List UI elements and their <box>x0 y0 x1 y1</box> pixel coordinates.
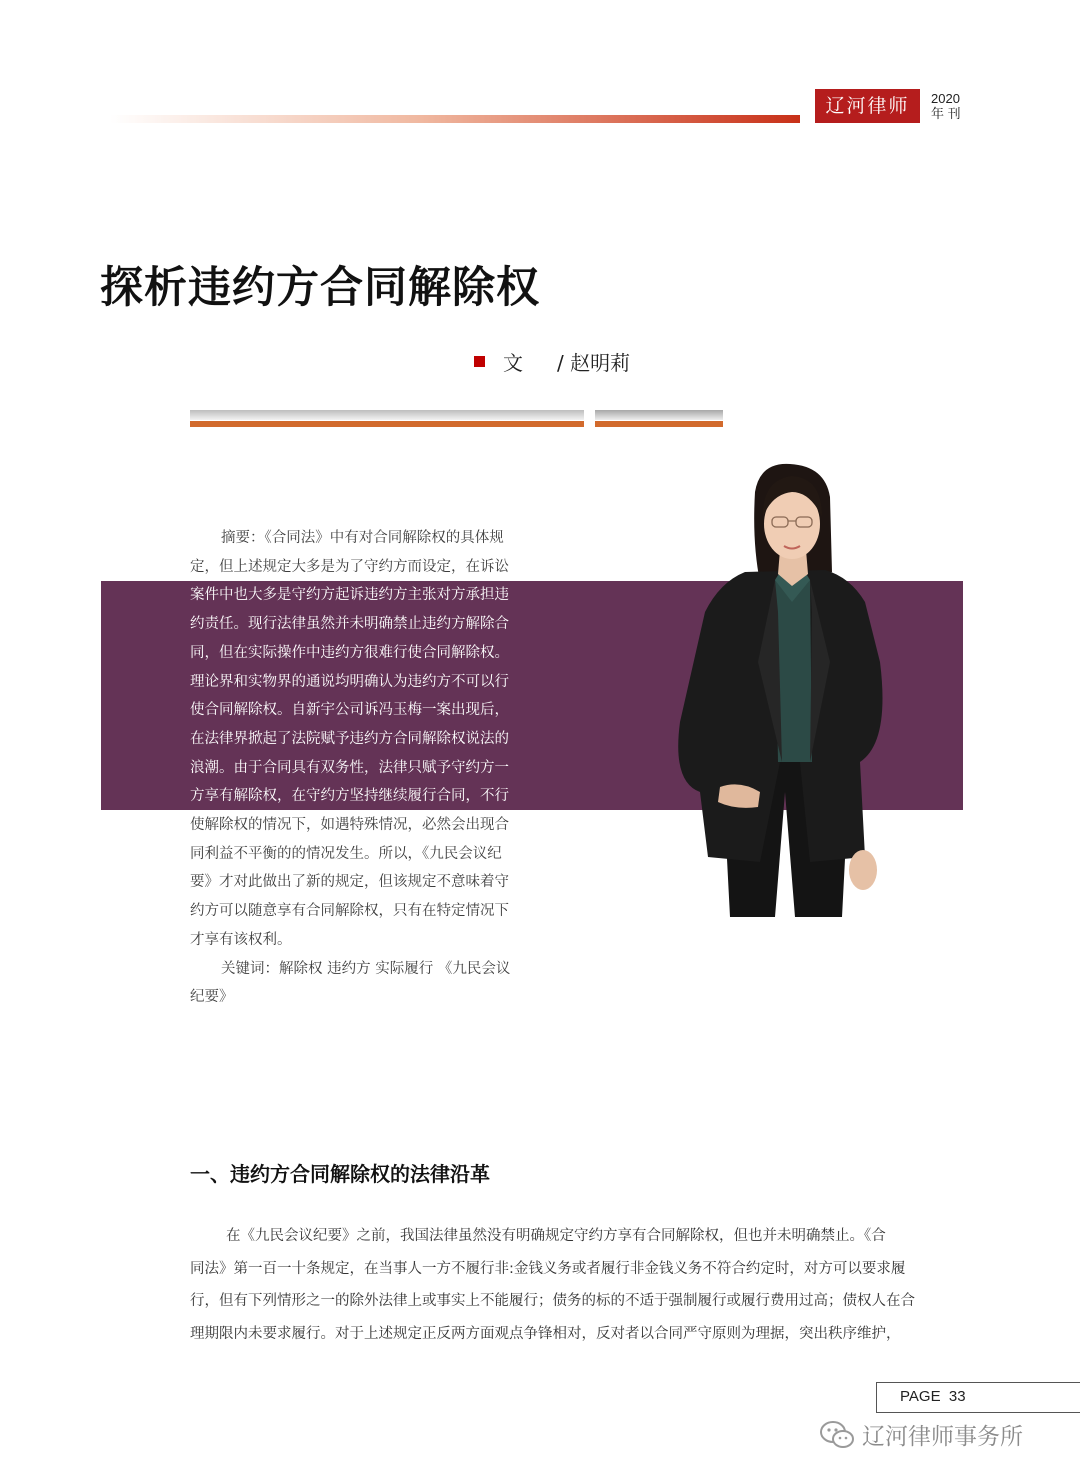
issue-year: 2020 <box>931 91 960 106</box>
byline-author: / 赵明莉 <box>557 351 631 375</box>
page-number: 33 <box>948 1388 966 1405</box>
abstract-line: 才享有该权利。 <box>190 931 292 948</box>
abstract-line: 使合同解除权。自新宇公司诉冯玉梅一案出现后， <box>190 702 509 719</box>
section-body-line: 行，但有下列情形之一的除外法律上或事实上不能履行；债务的标的不适于强制履行或履行费用过高；债权人在合 <box>190 1293 915 1310</box>
wechat-icon <box>820 1420 854 1450</box>
decorative-bar-left <box>190 410 584 428</box>
abstract-line: 浪潮。由于合同具有双务性，法律只赋予守约方一 <box>190 759 509 776</box>
section-body-line: 理期限内未要求履行。对于上述规定正反两方面观点争锋相对，反对者以合同严守原则为理据，突出秩序维护， <box>190 1325 901 1342</box>
page-label <box>900 1388 966 1405</box>
abstract-line: 要》才对此做出了新的规定，但该规定不意味着守 <box>190 874 509 891</box>
abstract-line: 约责任。现行法律虽然并未明确禁止违约方解除合 <box>190 616 509 633</box>
abstract-line: 同利益不平衡的的情况发生。所以，《九民会议纪 <box>190 845 502 862</box>
abstract-line: 方享有解除权，在守约方坚持继续履行合同，不行 <box>190 788 509 805</box>
keywords-line: 纪要》 <box>190 989 234 1006</box>
byline <box>474 347 630 376</box>
header-gradient-rule <box>110 115 800 123</box>
section-body-line: 同法》第一百一十条规定，在当事人一方不履行非:金钱义务或者履行非金钱义务不符合约定时，对方可以要求履 <box>190 1260 906 1277</box>
section-body-line: 在《九民会议纪要》之前，我国法律虽然没有明确规定守约方享有合同解除权，但也并未明确禁止。《合 <box>226 1228 886 1244</box>
abstract-line: 使解除权的情况下，如遇特殊情况，必然会出现合 <box>190 817 509 834</box>
byline-label: 文 <box>503 351 523 375</box>
red-square-bullet-icon <box>474 356 485 367</box>
watermark <box>820 1418 1023 1451</box>
abstract <box>190 524 536 1012</box>
abstract-line: 案件中也大多是守约方起诉违约方主张对方承担违 <box>190 587 509 604</box>
issue-label <box>931 91 961 121</box>
magazine-logo: 辽河律师 <box>815 89 920 123</box>
article-title: 探析违约方合同解除权 <box>100 263 540 313</box>
abstract-line: 约方可以随意享有合同解除权，只有在特定情况下 <box>190 903 509 920</box>
abstract-line: 在法律界掀起了法院赋予违约方合同解除权说法的 <box>190 730 509 747</box>
decorative-bar-right <box>595 410 723 428</box>
keywords-line: 关键词：解除权 违约方 实际履行 《九民会议 <box>221 960 511 977</box>
abstract-line: 同，但在实际操作中违约方很难行使合同解除权。 <box>190 644 509 661</box>
watermark-text: 辽河律师事务所 <box>862 1424 1023 1450</box>
page-prefix: PAGE <box>900 1388 941 1405</box>
abstract-line: 理论界和实物界的通说均明确认为违约方不可以行 <box>190 673 509 690</box>
abstract-keywords <box>190 955 536 1012</box>
section-heading: 一、违约方合同解除权的法律沿革 <box>190 1162 490 1186</box>
section-body <box>190 1220 966 1350</box>
abstract-body <box>190 524 536 955</box>
abstract-line: 定，但上述规定大多是为了守约方而设定，在诉讼 <box>190 558 509 575</box>
abstract-line: 摘要：《合同法》中有对合同解除权的具体规 <box>221 530 504 546</box>
issue-type: 年 刊 <box>931 106 961 121</box>
page-number-box <box>876 1382 1080 1413</box>
author-portrait <box>660 462 905 920</box>
